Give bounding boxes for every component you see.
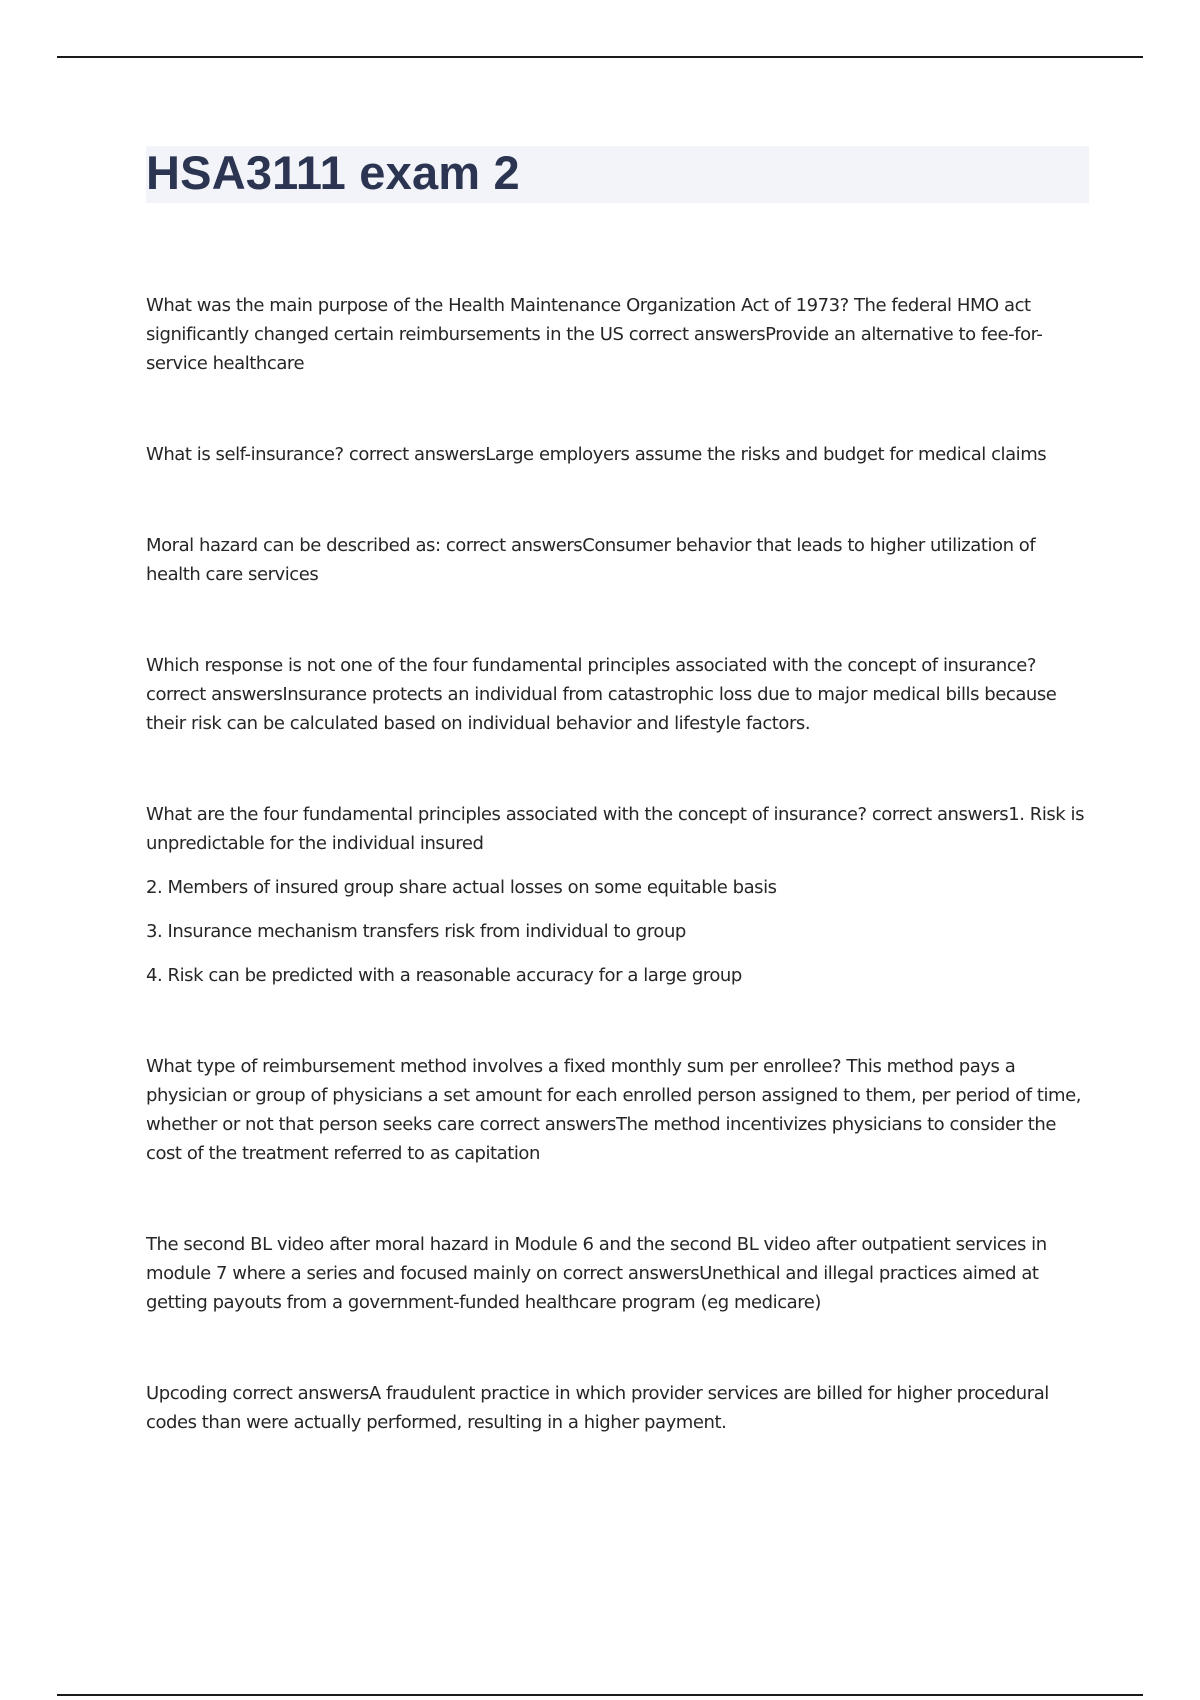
- qa-list: [146, 291, 1091, 1499]
- qa-entry-1: [146, 291, 1091, 378]
- qa-entry-2: [146, 440, 1091, 469]
- qa-entry-text: The second BL video after moral hazard in Module 6 and the second BL video after outpatient services in module 7 where a series and focused mainly on correct answersUnethical and illegal practices aimed at getting payouts from a government-funded healthcare program (eg medicare): [146, 1234, 1047, 1313]
- qa-entry-6: [146, 1052, 1091, 1168]
- principle-item: 4. Risk can be predicted with a reasonable accuracy for a large group: [146, 965, 742, 986]
- qa-entry-7: [146, 1230, 1091, 1317]
- qa-entry-4: [146, 651, 1091, 738]
- principle-item: 3. Insurance mechanism transfers risk from individual to group: [146, 921, 686, 942]
- qa-entry-text: Moral hazard can be described as: correct answersConsumer behavior that leads to higher utilization of health care services: [146, 535, 1036, 585]
- principle-item: 2. Members of insured group share actual losses on some equitable basis: [146, 877, 777, 898]
- qa-entry-8: [146, 1379, 1091, 1437]
- qa-entry-text: Which response is not one of the four fundamental principles associated with the concept of insurance? correct answersInsurance protects an individual from catastrophic loss due to major medical bills because their risk can be calculated based on individual behavior and lifestyle factors.: [146, 655, 1057, 734]
- header-rule: [57, 56, 1143, 58]
- footer-rule: [57, 1694, 1143, 1696]
- qa-entry-text: What was the main purpose of the Health Maintenance Organization Act of 1973? The federal HMO act significantly changed certain reimbursements in the US correct answersProvide an alternative to fee-for-service healthcare: [146, 295, 1043, 374]
- qa-entry-text: Upcoding correct answersA fraudulent practice in which provider services are billed for higher procedural codes than were actually performed, resulting in a higher payment.: [146, 1383, 1049, 1433]
- qa-entry-text: What type of reimbursement method involves a fixed monthly sum per enrollee? This method pays a physician or group of physicians a set amount for each enrolled person assigned to them, per period of time, whether or not that person seeks care correct answersThe method incentivizes physicians to consider the cost of the treatment referred to as capitation: [146, 1056, 1082, 1164]
- qa-entry-3: [146, 531, 1091, 589]
- page-title: HSA3111 exam 2: [146, 146, 520, 199]
- qa-entry-text: What are the four fundamental principles associated with the concept of insurance? correct answers1. Risk is unpredictable for the individual insured: [146, 804, 1085, 854]
- qa-entry-5: [146, 800, 1091, 990]
- qa-entry-text: What is self-insurance? correct answersLarge employers assume the risks and budget for medical claims: [146, 444, 1047, 465]
